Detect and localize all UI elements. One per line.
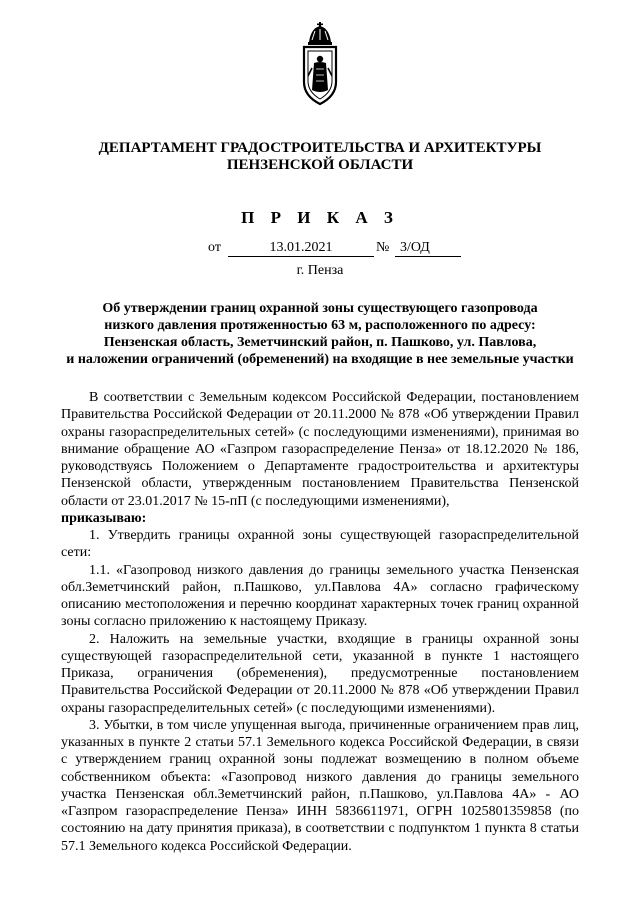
subject-line-1: Об утверждении границ охранной зоны существующего газопровода bbox=[102, 301, 538, 316]
item-1-1-paragraph: 1.1. «Газопровод низкого давления до границы земельного участка Пензенская обл.Земетчинский район, п.Пашково, ул.Павлова 4А» согласно графическому описанию местоположения и перечню координат характерных точек границ охранной зоны согласно приложению к настоящему Приказу. bbox=[61, 562, 579, 630]
coat-of-arms-icon bbox=[299, 22, 341, 106]
document-subject bbox=[60, 300, 580, 368]
orders-word: приказываю: bbox=[61, 510, 147, 526]
number-prefix: № bbox=[376, 240, 390, 255]
document-date: 13.01.2021 bbox=[228, 240, 374, 257]
date-prefix: от bbox=[208, 240, 221, 255]
item-2-paragraph: 2. Наложить на земельные участки, входящие в границы охранной зоны существующей газораспределительной сети, указанной в пункте 1 настоящего Приказа, ограничения (обременения), предусмотренные постановлением Правительства Российской Федерации от 20.11.2000 № 878 «Об утверждении Правил охраны газораспределительных сетей» (с последующими изменениями). bbox=[61, 631, 579, 716]
subject-line-3: Пензенская область, Земетчинский район, п. Пашково, ул. Павлова, bbox=[103, 335, 537, 350]
city: г. Пенза bbox=[296, 263, 344, 278]
document-type: П Р И К А З bbox=[241, 208, 399, 227]
item-1-paragraph: 1. Утвердить границы охранной зоны существующей газораспределительной сети: bbox=[61, 528, 579, 561]
department-line-2: ПЕНЗЕНСКОЙ ОБЛАСТИ bbox=[226, 157, 414, 173]
item-3-paragraph: 3. Убытки, в том числе упущенная выгода, причиненные ограничением прав лиц, указанных в пункте 2 статьи 57.1 Земельного кодекса Российской Федерации, в связи с утверждением границ охранной зоны подлежат возмещению в полном объеме собственником объекта: «Газопровод низкого давления до границы земельного участка Пензенская обл.Земетчинский район, п.Пашково, ул.Павлова 4А» - АО «Газпром газораспределение Пенза» ИНН 5836611971, ОГРН 1025801359858 (по состоянию на дату принятия приказа), в соответствии с подпунктом 1 пункта 8 статьи 57.1 Земельного кодекса Российской Федерации. bbox=[61, 717, 579, 854]
department-line-1: ДЕПАРТАМЕНТ ГРАДОСТРОИТЕЛЬСТВА И АРХИТЕКТУРЫ bbox=[98, 140, 542, 156]
subject-line-4: и наложении ограничений (обременений) на входящие в нее земельные участки bbox=[66, 352, 574, 367]
department-name bbox=[60, 140, 580, 174]
document-number: 3/ОД bbox=[395, 240, 461, 257]
date-number-line bbox=[0, 240, 640, 260]
subject-line-2: низкого давления протяженностью 63 м, расположенного по адресу: bbox=[104, 318, 536, 333]
preamble-paragraph: В соответствии с Земельным кодексом Российской Федерации, постановлением Правительства Российской Федерации от 20.11.2000 № 878 «Об утверждении Правил охраны газораспределительных сетей» (с последующими изменениями), принимая во внимание обращение АО «Газпром газораспределение Пенза» от 18.12.2020 № 186, руководствуясь Положением о Департаменте градостроительства и архитектуры Пензенской области, утвержденным постановлением Правительства Пензенской области от 23.01.2017 № 15-пП (с последующими изменениями), bbox=[61, 390, 579, 509]
document-body bbox=[61, 389, 579, 855]
